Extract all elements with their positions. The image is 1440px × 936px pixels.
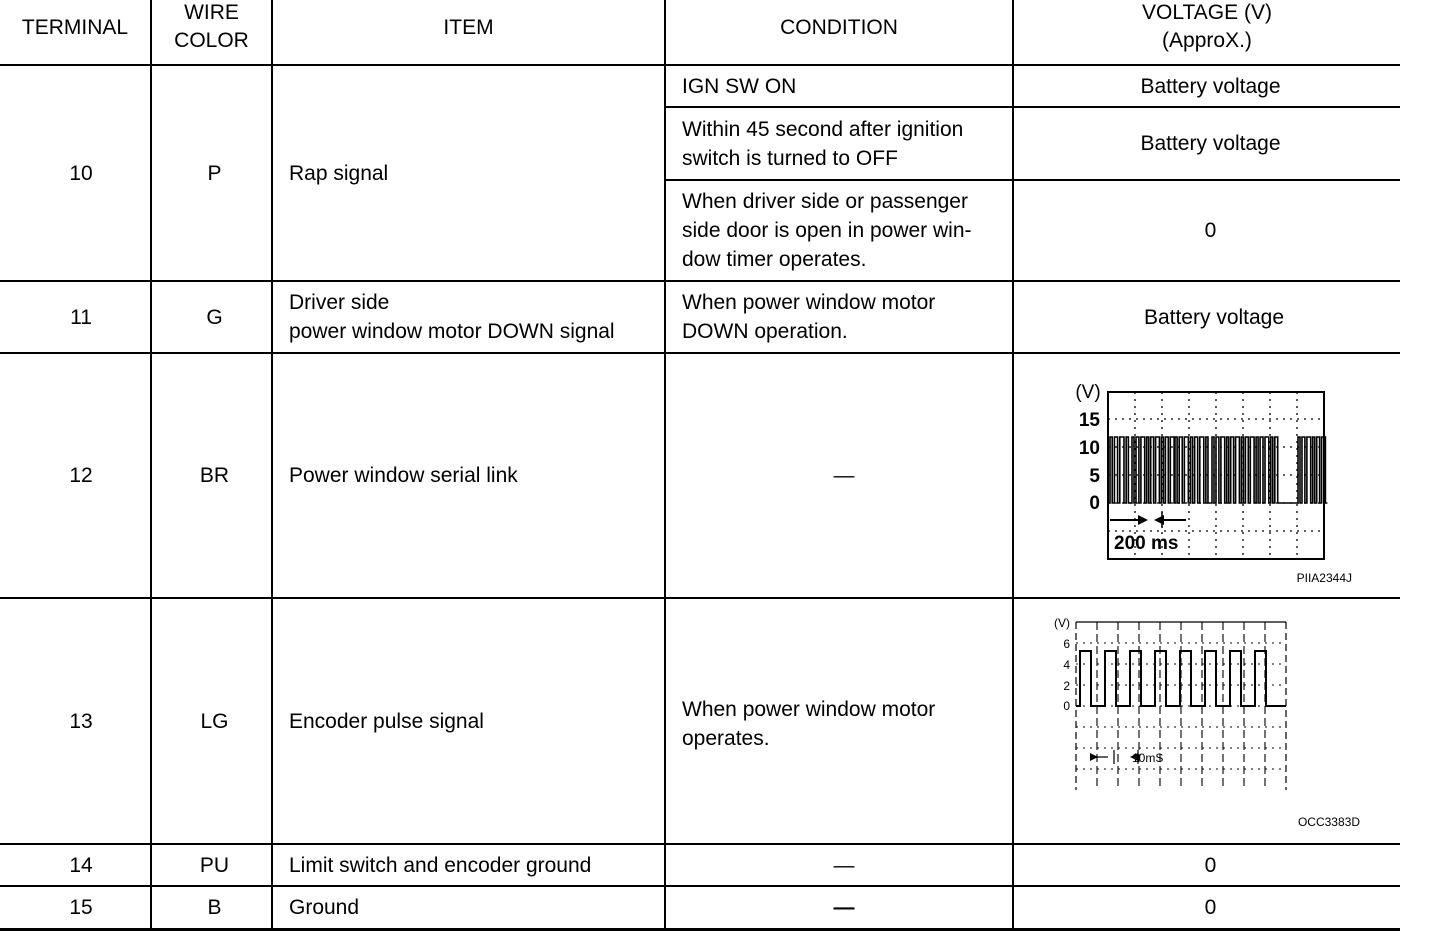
row-11-condition: When power window motor DOWN operation. bbox=[682, 291, 936, 343]
serial-wave-tick: 5 bbox=[1089, 466, 1100, 487]
rule-table-bottom bbox=[0, 928, 1400, 931]
row-11-voltage: Battery voltage bbox=[1143, 305, 1285, 329]
encoder-wave-tick: 6 bbox=[1063, 637, 1070, 651]
row-10-voltage-3: 0 bbox=[1204, 219, 1217, 242]
header-item: ITEM bbox=[443, 15, 494, 39]
row-12-wire: BR bbox=[199, 464, 230, 487]
serial-wave-tick: 15 bbox=[1078, 410, 1100, 431]
row-10-terminal: 10 bbox=[69, 161, 93, 185]
serial-wave-tick: 10 bbox=[1078, 438, 1100, 459]
row-10-condition-1: IGN SW ON bbox=[682, 74, 797, 98]
row-13-terminal: 13 bbox=[69, 709, 93, 733]
serial-wave-tick: 0 bbox=[1089, 493, 1100, 514]
row-12-item: Power window serial link bbox=[289, 464, 518, 487]
serial-wave-unit: (V) bbox=[1075, 382, 1101, 403]
row-15-terminal: 15 bbox=[69, 896, 93, 919]
header-voltage: VOLTAGE (V) (ApproX.) bbox=[1142, 1, 1272, 52]
serial-link-waveform bbox=[1060, 378, 1370, 588]
row-10-wire: P bbox=[207, 161, 222, 185]
row-10-voltage-1: Battery voltage bbox=[1140, 74, 1281, 98]
row-12-condition: — bbox=[833, 464, 855, 487]
header-terminal: TERMINAL bbox=[21, 15, 129, 39]
row-10-condition-2: Within 45 second after ignition switch is turned to OFF bbox=[682, 117, 964, 170]
encoder-wave-tick: 0 bbox=[1063, 699, 1070, 713]
row-10-voltage-2: Battery voltage bbox=[1140, 132, 1281, 155]
header-wire-color: WIRE COLOR bbox=[174, 1, 249, 52]
encoder-wave-tick: 2 bbox=[1063, 679, 1070, 693]
row-12-terminal: 12 bbox=[69, 464, 93, 487]
row-14-condition: — bbox=[833, 853, 855, 877]
row-15-wire: B bbox=[207, 896, 222, 919]
serial-wave-figure-id: PIIA2344J bbox=[1296, 571, 1352, 585]
serial-wave-time-label: 200 ms bbox=[1114, 533, 1179, 554]
row-15-voltage: 0 bbox=[1204, 896, 1217, 919]
encoder-pulse-waveform bbox=[1050, 610, 1370, 835]
row-13-condition: When power window motor operates. bbox=[682, 698, 936, 750]
row-14-wire: PU bbox=[199, 853, 230, 877]
row-14-item: Limit switch and encoder ground bbox=[289, 853, 592, 877]
row-13-item: Encoder pulse signal bbox=[289, 709, 484, 733]
encoder-wave-figure-id: OCC3383D bbox=[1297, 815, 1360, 829]
row-11-wire: G bbox=[206, 305, 223, 329]
header-condition: CONDITION bbox=[780, 15, 898, 39]
row-14-voltage: 0 bbox=[1204, 853, 1217, 877]
row-10-item: Rap signal bbox=[289, 161, 389, 185]
row-13-wire: LG bbox=[200, 709, 229, 733]
row-15-item: Ground bbox=[289, 896, 360, 919]
row-14-terminal: 14 bbox=[69, 853, 93, 877]
encoder-wave-unit: (V) bbox=[1054, 616, 1070, 630]
row-10-condition-3: When driver side or passenger side door is open in power win- dow timer operates. bbox=[682, 190, 972, 271]
row-11-terminal: 11 bbox=[70, 305, 92, 329]
encoder-wave-tick: 4 bbox=[1063, 658, 1070, 672]
row-15-condition: — bbox=[833, 896, 855, 919]
row-11-item: Driver side power window motor DOWN signal bbox=[289, 291, 615, 343]
encoder-wave-time-label: 10mS bbox=[1132, 751, 1164, 765]
